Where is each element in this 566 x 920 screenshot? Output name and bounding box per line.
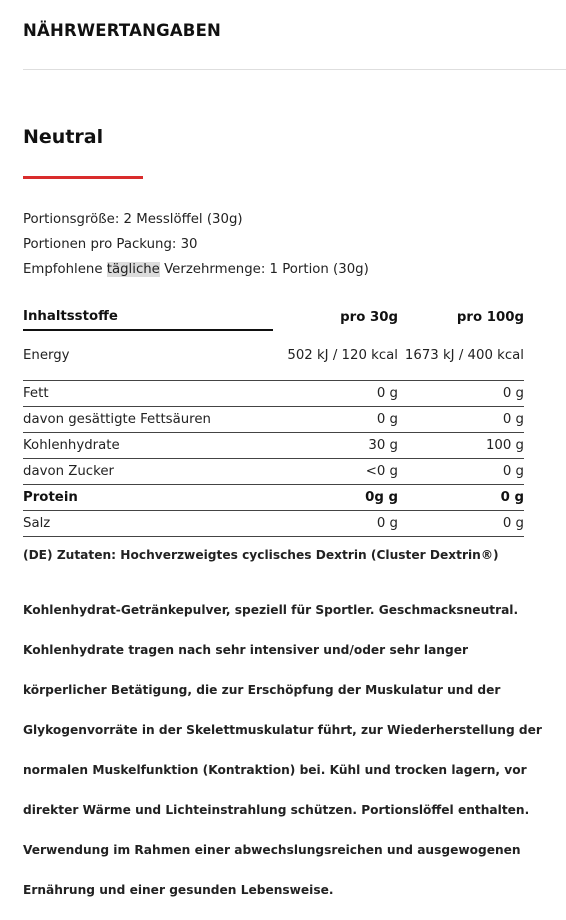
value-per-30g: 502 kJ / 120 kcal: [273, 330, 398, 381]
value-per-100g: 0 g: [398, 381, 524, 407]
nutrient-name: Salz: [23, 511, 273, 537]
nutrient-name: Energy: [23, 330, 273, 381]
nutrient-name: davon gesättigte Fettsäuren: [23, 407, 273, 433]
table-row: [23, 433, 524, 459]
nutrition-table: [23, 304, 524, 537]
header-per-100g: pro 100g: [456, 309, 524, 325]
page-heading: NÄHRWERTANGABEN: [23, 21, 222, 40]
value-per-100g: 0 g: [398, 511, 524, 537]
header-divider: [23, 69, 566, 70]
nutrient-name: Kohlenhydrate: [23, 433, 273, 459]
description-line: Verwendung im Rahmen einer abwechslungsreichen und ausgewogenen: [23, 843, 521, 857]
value-per-30g: 0 g: [273, 511, 398, 537]
table-row: [23, 459, 524, 485]
highlighted-word: tägliche: [106, 262, 160, 277]
description-line: normalen Muskelfunktion (Kontraktion) bei. Kühl und trocken lagern, vor: [23, 763, 527, 777]
servings-per-pack-text: Portionen pro Packung: 30: [23, 237, 198, 252]
table-row: [23, 381, 524, 407]
description-line: direkter Wärme und Lichteinstrahlung schützen. Portionslöffel enthalten.: [23, 803, 530, 817]
product-description: [23, 580, 563, 920]
accent-underline: [23, 176, 143, 179]
value-per-100g: 0 g: [398, 459, 524, 485]
table-row: [23, 511, 524, 537]
table-row: [23, 407, 524, 433]
description-line: Glykogenvorräte in der Skelettmuskulatur führt, zur Wiederherstellung der: [23, 723, 542, 737]
value-per-30g: 0 g: [273, 407, 398, 433]
table-row: [23, 330, 524, 381]
value-per-30g: 30 g: [273, 433, 398, 459]
recommended-intake-prefix: Empfohlene: [23, 262, 107, 277]
nutrient-name: Protein: [23, 485, 273, 511]
nutrient-name: Fett: [23, 381, 273, 407]
table-header-row: [23, 304, 524, 330]
flavor-title: Neutral: [23, 126, 104, 148]
nutrient-name: davon Zucker: [23, 459, 273, 485]
value-per-30g: 0 g: [273, 381, 398, 407]
header-per-30g: pro 30g: [340, 309, 398, 325]
header-ingredients: Inhaltsstoffe: [23, 304, 273, 330]
recommended-intake-suffix: Verzehrmenge: 1 Portion (30g): [159, 262, 369, 277]
description-line: Ernährung und einer gesunden Lebensweise.: [23, 883, 334, 897]
value-per-100g: 0 g: [398, 407, 524, 433]
serving-size-text: Portionsgröße: 2 Messlöffel (30g): [23, 212, 243, 227]
table-row: [23, 485, 524, 511]
value-per-100g: 1673 kJ / 400 kcal: [398, 330, 524, 381]
value-per-30g: 0g g: [273, 485, 398, 511]
value-per-100g: 0 g: [398, 485, 524, 511]
value-per-100g: 100 g: [398, 433, 524, 459]
ingredients-text: (DE) Zutaten: Hochverzweigtes cyclisches Dextrin (Cluster Dextrin®): [23, 548, 499, 562]
recommended-intake-text: [23, 262, 369, 277]
description-line: körperlicher Betätigung, die zur Erschöpfung der Muskulatur und der: [23, 683, 501, 697]
description-line: Kohlenhydrate tragen nach sehr intensiver und/oder sehr langer: [23, 643, 468, 657]
description-line: Kohlenhydrat-Getränkepulver, speziell für Sportler. Geschmacksneutral.: [23, 603, 519, 617]
value-per-30g: <0 g: [273, 459, 398, 485]
